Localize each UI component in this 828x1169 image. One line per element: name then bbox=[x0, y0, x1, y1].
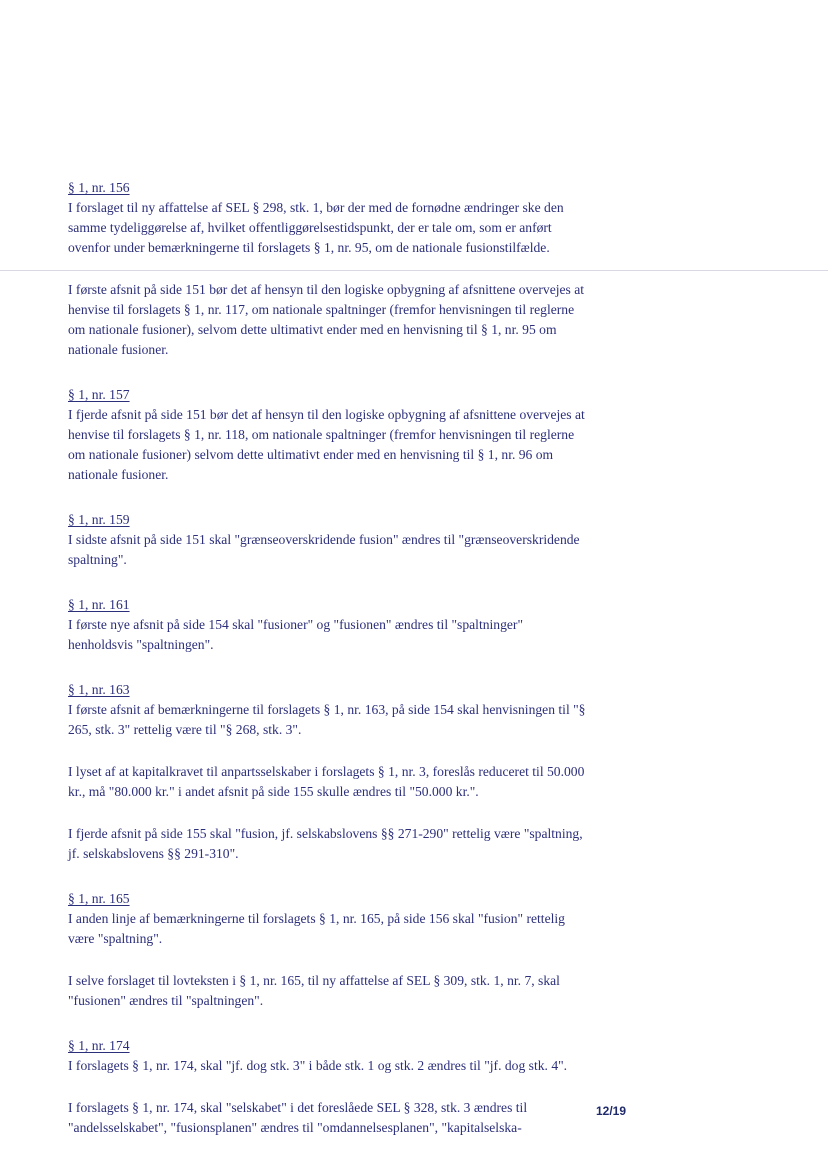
section-paragraph: I første nye afsnit på side 154 skal "fusioner" og "fusionen" ændres til "spaltninger" henholdsvis "spaltningen". bbox=[68, 617, 523, 652]
section-paragraph: I forslagets § 1, nr. 174, skal "selskabet" i det foreslåede SEL § 328, stk. 3 ændres til "andelsselskabet", "fusionsplanen" ændres til "omdannelsesplanen", "kapitalselska- bbox=[68, 1100, 528, 1135]
document-body bbox=[68, 178, 588, 1138]
section-156-continued bbox=[68, 280, 588, 360]
section-paragraph: I fjerde afsnit på side 151 bør det af hensyn til den logiske opbygning af afsnittene overvejes at henvise til forslagets § 1, nr. 118, om nationale spaltninger (fremfor henvisningen til reglerne om nationale fusioner) selvom dette ultimativt ender med en henvisning til § 1, nr. 96 om nationale fusioner. bbox=[68, 407, 585, 482]
section-paragraph: I anden linje af bemærkningerne til forslagets § 1, nr. 165, på side 156 skal "fusion" rettelig være "spaltning". bbox=[68, 911, 565, 946]
section-paragraph: I forslaget til ny affattelse af SEL § 298, stk. 1, bør der med de fornødne ændringer ske den samme tydeliggørelse af, hvilket offentliggørelsestidspunkt, der er tale om, som er anført ovenfor under bemærkningerne til forslagets § 1, nr. 95, om de nationale fusionstilfælde. bbox=[68, 200, 564, 255]
section-165 bbox=[68, 889, 588, 1011]
section-paragraph: I forslagets § 1, nr. 174, skal "jf. dog stk. 3" i både stk. 1 og stk. 2 ændres til "jf. dog stk. 4". bbox=[68, 1058, 568, 1073]
section-157 bbox=[68, 385, 588, 485]
section-161 bbox=[68, 595, 588, 655]
section-heading: § 1, nr. 163 bbox=[68, 682, 130, 697]
section-156 bbox=[68, 178, 588, 258]
section-paragraph: I sidste afsnit på side 151 skal "grænseoverskridende fusion" ændres til "grænseoverskridende spaltning". bbox=[68, 532, 580, 567]
section-heading: § 1, nr. 156 bbox=[68, 180, 130, 195]
section-paragraph: I selve forslaget til lovteksten i § 1, nr. 165, til ny affattelse af SEL § 309, stk. 1, nr. 7, skal "fusionen" ændres til "spaltningen". bbox=[68, 973, 560, 1008]
section-174 bbox=[68, 1036, 588, 1138]
section-heading: § 1, nr. 161 bbox=[68, 597, 130, 612]
section-paragraph: I lyset af at kapitalkravet til anpartsselskaber i forslagets § 1, nr. 3, foreslås reduceret til 50.000 kr., må "80.000 kr." i andet afsnit på side 155 skulle ændres til "50.000 kr.". bbox=[68, 764, 585, 799]
section-heading: § 1, nr. 157 bbox=[68, 387, 130, 402]
section-heading: § 1, nr. 165 bbox=[68, 891, 130, 906]
section-paragraph: I første afsnit af bemærkningerne til forslagets § 1, nr. 163, på side 154 skal henvisningen til "§ 265, stk. 3" rettelig være til "§ 268, stk. 3". bbox=[68, 702, 586, 737]
section-159 bbox=[68, 510, 588, 570]
section-163 bbox=[68, 680, 588, 864]
section-paragraph: I første afsnit på side 151 bør det af hensyn til den logiske opbygning af afsnittene overvejes at henvise til forslagets § 1, nr. 117, om nationale spaltninger (fremfor henvisningen til reglerne om nationale fusioner), selvom dette ultimativt ender med en henvisning til § 1, nr. 95 om nationale fusioner. bbox=[68, 282, 585, 357]
page-number: 12/19 bbox=[596, 1104, 627, 1118]
section-heading: § 1, nr. 159 bbox=[68, 512, 130, 527]
section-paragraph: I fjerde afsnit på side 155 skal "fusion, jf. selskabslovens §§ 271-290" rettelig være "spaltning, jf. selskabslovens §§ 291-310". bbox=[68, 826, 583, 861]
section-heading: § 1, nr. 174 bbox=[68, 1038, 130, 1053]
